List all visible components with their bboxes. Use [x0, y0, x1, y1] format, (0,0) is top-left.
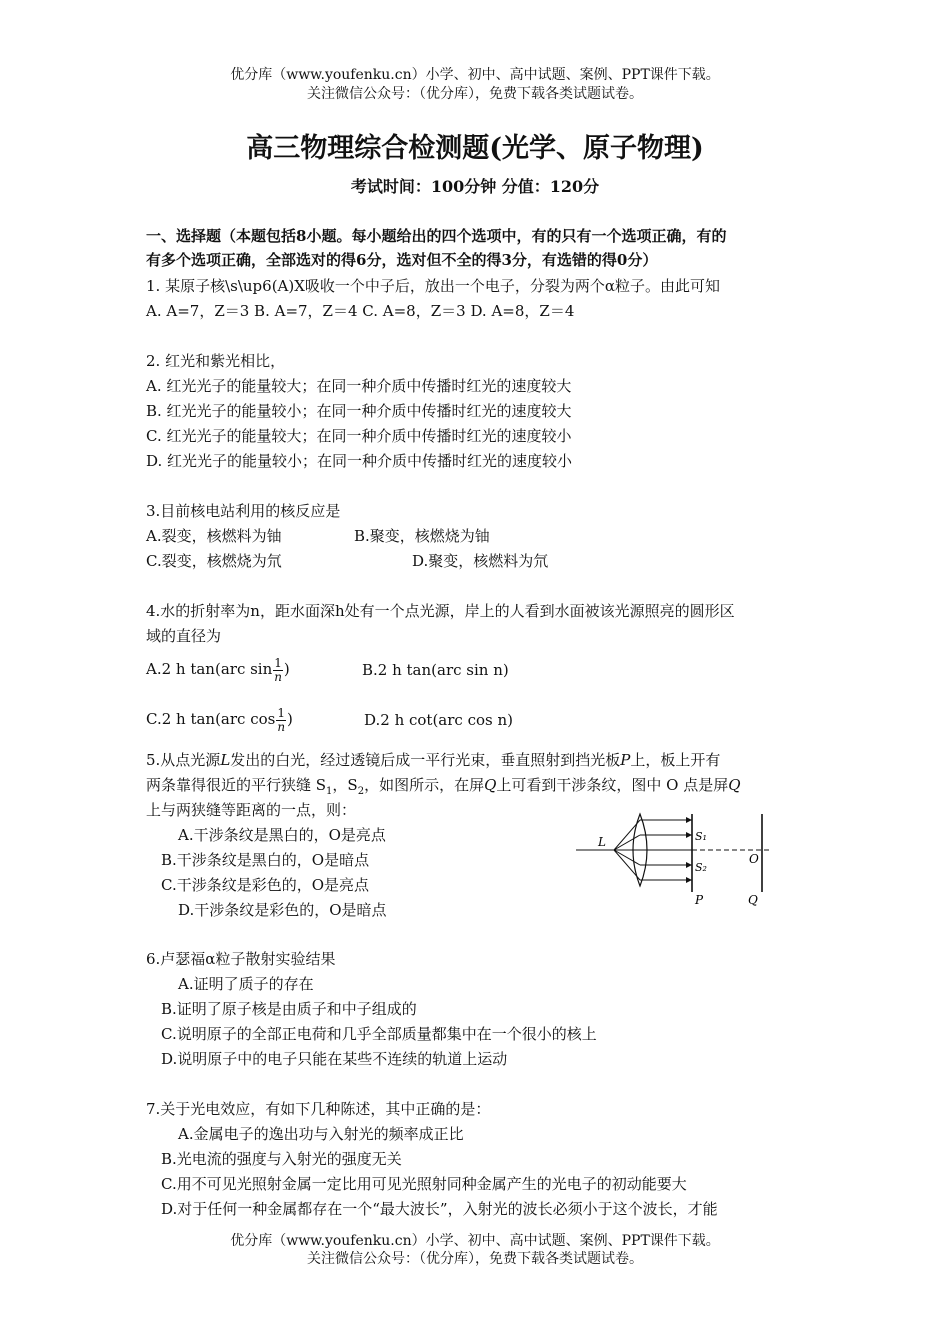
q5-option-b: B.干涉条纹是黑白的，O是暗点 — [161, 851, 370, 869]
q3-stem: 3.目前核电站利用的核反应是 — [146, 502, 341, 520]
footer-line-1: 优分库（www.youfenku.cn）小学、初中、高中试题、案例、PPT课件下载。 — [230, 1233, 720, 1249]
q1-options: A. A=7，Z＝3 B. A=7，Z＝4 C. A=8，Z＝3 D. A=8，Z＝4 — [146, 302, 575, 320]
q5-option-c: C.干涉条纹是彩色的，O是亮点 — [161, 876, 370, 894]
q2-option-d: D. 红光光子的能量较小；在同一种介质中传播时红光的速度较小 — [146, 452, 573, 470]
q4-option-d: D.2 h cot(arc cos n) — [364, 711, 514, 729]
q7-option-d: D.对于任何一种金属都存在一个“最大波长”，入射光的波长必须小于这个波长，才能 — [161, 1200, 718, 1218]
q2-option-c: C. 红光光子的能量较大；在同一种介质中传播时红光的速度较小 — [146, 427, 572, 445]
label-o: O — [749, 852, 759, 866]
double-slit-diagram — [574, 812, 774, 912]
q3-option-c: C.裂变，核燃烧为氘 — [146, 552, 282, 570]
q4-option-c-text: C.2 h tan(arc cos — [146, 710, 276, 728]
q6-stem: 6.卢瑟福α粒子散射实验结果 — [146, 950, 336, 968]
header-line-1: 优分库（www.youfenku.cn）小学、初中、高中试题、案例、PPT课件下载。 — [230, 67, 720, 83]
q6-option-d: D.说明原子中的电子只能在某些不连续的轨道上运动 — [161, 1050, 508, 1068]
footer-line-2: 关注微信公众号：（优分库），免费下载各类试题试卷。 — [307, 1251, 643, 1267]
q3-option-a: A.裂变，核燃料为铀 — [146, 527, 282, 545]
label-s1: S₁ — [695, 830, 707, 843]
q4-stem-line-2: 域的直径为 — [146, 627, 222, 645]
q7-option-b: B.光电流的强度与入射光的强度无关 — [161, 1150, 402, 1168]
q6-option-a: A.证明了质子的存在 — [178, 975, 314, 993]
q7-option-a: A.金属电子的逸出功与入射光的频率成正比 — [178, 1125, 464, 1143]
header-line-2: 关注微信公众号：（优分库），免费下载各类试题试卷。 — [307, 86, 643, 102]
q5-stem-line-2: 两条靠得很近的平行狭缝 $S_1$，$S_2$，如图所示，在屏Q上可看到干涉条纹，图中 O 点是屏Q — [146, 776, 741, 797]
label-q: Q — [748, 893, 758, 907]
label-p: P — [695, 893, 704, 907]
q2-option-b: B. 红光光子的能量较小；在同一种介质中传播时红光的速度较大 — [146, 402, 572, 420]
fraction-1-over-n — [273, 657, 283, 684]
fraction-1-over-n — [276, 707, 286, 734]
label-l: L — [598, 835, 606, 849]
q6-option-c: C.说明原子的全部正电荷和几乎全部质量都集中在一个很小的核上 — [161, 1025, 597, 1043]
fraction-denominator: n — [274, 669, 282, 684]
section-intro-line-1: 一、选择题（本题包括8小题。每小题给出的四个选项中，有的只有一个选项正确，有的 — [146, 227, 727, 245]
q4-stem-line-1: 4.水的折射率为n，距水面深h处有一个点光源，岸上的人看到水面被该光源照亮的圆形区 — [146, 602, 735, 620]
q2-option-a: A. 红光光子的能量较大；在同一种介质中传播时红光的速度较大 — [146, 377, 572, 395]
q4-option-a-text: A.2 h tan(arc sin — [146, 660, 273, 678]
q5-stem-line-3: 上与两狭缝等距离的一点，则： — [146, 801, 357, 819]
q7-stem: 7.关于光电效应，有如下几种陈述，其中正确的是： — [146, 1100, 491, 1118]
q4-option-b: B.2 h tan(arc sin n) — [362, 661, 509, 679]
q4-option-c-close: ) — [287, 710, 293, 728]
q6-option-b: B.证明了原子核是由质子和中子组成的 — [161, 1000, 417, 1018]
q4-option-a-close: ) — [283, 660, 290, 678]
q3-option-b: B.聚变，核燃烧为铀 — [354, 527, 490, 545]
q2-stem: 2. 红光和紫光相比， — [146, 352, 286, 370]
label-s2: S₂ — [695, 861, 707, 874]
q5-option-a: A.干涉条纹是黑白的，O是亮点 — [178, 826, 386, 844]
q7-option-c: C.用不可见光照射金属一定比用可见光照射同种金属产生的光电子的初动能要大 — [161, 1175, 687, 1193]
fraction-denominator: n — [277, 719, 286, 734]
fraction-numerator: 1 — [277, 705, 285, 720]
q5-option-d: D.干涉条纹是彩色的，O是暗点 — [178, 901, 387, 919]
q4-option-c — [146, 702, 293, 736]
q3-option-d: D.聚变，核燃料为氘 — [412, 552, 549, 570]
page-subtitle: 考试时间：100分钟 分值：120分 — [350, 177, 600, 196]
page-title: 高三物理综合检测题(光学、原子物理) — [246, 133, 704, 164]
fraction-numerator: 1 — [274, 655, 282, 670]
q5-stem-line-1: 5.从点光源L发出的白光，经过透镜后成一平行光束，垂直照射到挡光板P上，板上开有 — [146, 751, 721, 769]
section-intro-line-2: 有多个选项正确，全部选对的得6分，选对但不全的得3分，有选错的得0分） — [146, 251, 658, 269]
q4-option-a — [146, 652, 290, 686]
q1-stem: 1. 某原子核\s\up6(A)X吸收一个中子后，放出一个电子，分裂为两个α粒子。由此可知 — [146, 277, 721, 295]
